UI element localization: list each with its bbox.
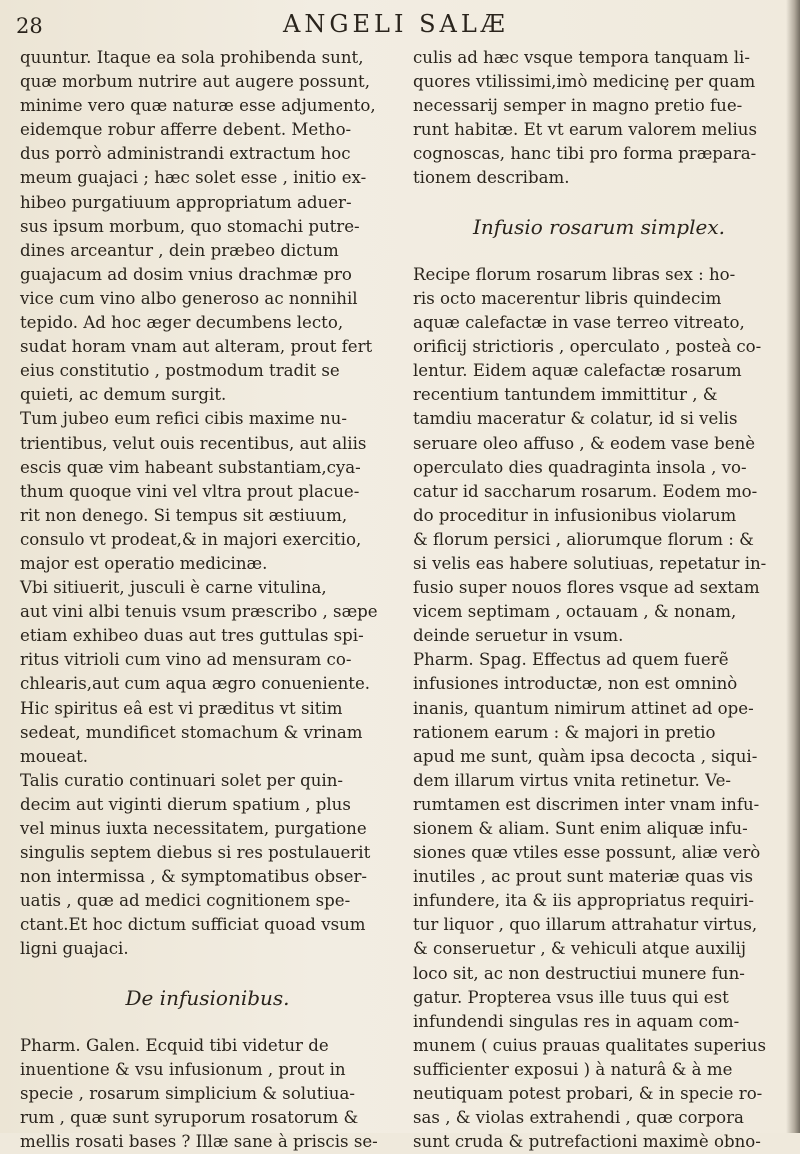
text-line: fusio super nouos flores vsque ad sextam bbox=[413, 578, 760, 598]
left-para-2 bbox=[20, 407, 395, 576]
text-line: operculato dies quadraginta insola , vo- bbox=[413, 457, 747, 477]
text-line: Recipe florum rosarum libras sex : ho- bbox=[413, 264, 736, 284]
text-line: sionem & aliam. Sunt enim aliquæ infu- bbox=[413, 819, 748, 838]
section-gap bbox=[20, 962, 395, 986]
text-line: vice cum vino albo generoso ac nonnihil bbox=[20, 288, 358, 308]
text-line: major est operatio medicinæ. bbox=[20, 553, 268, 573]
section-gap bbox=[20, 1010, 395, 1034]
right-para-3 bbox=[413, 648, 785, 1154]
text-line: dines arceantur , dein præbeo dictum bbox=[20, 240, 339, 260]
text-line: culis ad hæc vsque tempora tanquam li- bbox=[413, 48, 750, 67]
text-line: rationem earum : & majori in pretio bbox=[413, 722, 716, 742]
text-line: tamdiu maceratur & colatur, id si velis bbox=[413, 409, 738, 429]
text-line: Pharm. Galen. Ecquid tibi videtur de bbox=[20, 1035, 329, 1055]
text-line: siones quæ vtiles esse possunt, aliæ verò bbox=[413, 843, 761, 863]
text-line: Hic spiritus eâ est vi præditus vt sitim bbox=[20, 698, 343, 718]
text-line: & florum persici , aliorumque florum : & bbox=[413, 529, 754, 549]
text-line: cognoscas, hanc tibi pro forma præpara- bbox=[413, 144, 757, 164]
text-line: meum guajaci ; hæc solet esse , initio ex- bbox=[20, 168, 367, 188]
text-line: orificij strictioris , operculato , posteà co- bbox=[413, 337, 762, 357]
text-line: tepido. Ad hoc æger decumbens lecto, bbox=[20, 313, 344, 333]
text-line: vicem septimam , octauam , & nonam, bbox=[413, 602, 737, 622]
text-line: infusiones introductæ, non est omninò bbox=[413, 674, 738, 694]
text-line: & conseruetur , & vehiculi atque auxilij bbox=[413, 939, 746, 959]
text-line: thum quoque vini vel vltra prout placue- bbox=[20, 481, 360, 501]
text-line: hibeo purgatiuum appropriatum aduer- bbox=[20, 192, 352, 212]
text-line: trientibus, velut ouis recentibus, aut aliis bbox=[20, 433, 367, 453]
text-line: rit non denego. Si tempus sit æstiuum, bbox=[20, 505, 348, 525]
text-line: deinde seruetur in vsum. bbox=[413, 626, 624, 646]
text-line: singulis septem diebus si res postulauerit bbox=[20, 843, 371, 863]
text-line: apud me sunt, quàm ipsa decocta , siqui- bbox=[413, 746, 758, 766]
left-para-1 bbox=[20, 46, 395, 407]
left-para-3 bbox=[20, 576, 395, 769]
text-line: quieti, ac demum surgit. bbox=[20, 385, 227, 405]
right-para-2 bbox=[413, 263, 785, 649]
text-line: inuentione & vsu infusionum , prout in bbox=[20, 1059, 346, 1079]
text-line: si velis eas habere solutiuas, repetatur in- bbox=[413, 553, 767, 573]
text-line: neutiquam potest probari, & in specie ro- bbox=[413, 1084, 763, 1104]
text-line: quores vtilissimi,imò medicinę per quam bbox=[413, 72, 756, 92]
text-line: dus porrò administrandi extractum hoc bbox=[20, 144, 351, 164]
text-line: seruare oleo affuso , & eodem vase benè bbox=[413, 433, 756, 453]
left-column bbox=[20, 46, 395, 1154]
text-line: sufficienter exposui ) à naturâ & à me bbox=[413, 1059, 733, 1079]
text-line: lentur. Eidem aquæ calefactæ rosarum bbox=[413, 361, 742, 381]
text-line: moueat. bbox=[20, 746, 89, 766]
text-line: sas , & violas extrahendi , quæ corpora bbox=[413, 1108, 744, 1128]
page-edge-shadow bbox=[786, 0, 800, 1133]
text-line: vel minus iuxta necessitatem, purgatione bbox=[20, 819, 367, 838]
section-gap bbox=[413, 239, 785, 263]
text-line: etiam exhibeo duas aut tres guttulas spi- bbox=[20, 626, 364, 646]
section-heading-infusions: De infusionibus. bbox=[125, 985, 290, 1010]
text-line: eius constitutio , postmodum tradit se bbox=[20, 361, 340, 381]
page-header bbox=[0, 2, 800, 42]
text-line: ritus vitrioli cum vino ad mensuram co- bbox=[20, 650, 352, 670]
text-line: gatur. Propterea vsus ille tuus qui est bbox=[413, 987, 729, 1007]
text-line: necessarij semper in magno pretio fue- bbox=[413, 96, 743, 116]
text-line: sudat horam vnam aut alteram, prout fert bbox=[20, 337, 373, 357]
left-para-5 bbox=[20, 1034, 395, 1154]
text-line: escis quæ vim habeant substantiam,cya- bbox=[20, 457, 361, 477]
text-line: inutiles , ac prout sunt materiæ quas vis bbox=[413, 867, 754, 887]
section-heading-rose-infusion: Infusio rosarum simplex. bbox=[473, 214, 725, 239]
text-line: ris octo macerentur libris quindecim bbox=[413, 288, 722, 308]
text-line: loco sit, ac non destructiui munere fun- bbox=[413, 963, 745, 983]
text-line: non intermissa , & symptomatibus obser- bbox=[20, 867, 367, 887]
text-line: recentium tantundem immittitur , & bbox=[413, 385, 718, 405]
text-line: Vbi sitiuerit, jusculi è carne vitulina, bbox=[20, 578, 327, 598]
text-line: sedeat, mundificet stomachum & vrinam bbox=[20, 722, 363, 742]
text-line: uatis , quæ ad medici cognitionem spe- bbox=[20, 891, 351, 911]
text-line: ligni guajaci. bbox=[20, 939, 129, 959]
text-line: catur id saccharum rosarum. Eodem mo- bbox=[413, 481, 758, 501]
right-column bbox=[413, 46, 785, 1154]
text-line: quæ morbum nutrire aut augere possunt, bbox=[20, 72, 371, 92]
text-line: do proceditur in infusionibus violarum bbox=[413, 505, 737, 525]
text-line: decim aut viginti dierum spatium , plus bbox=[20, 794, 351, 814]
text-line: sunt cruda & putrefactioni maximè obno- bbox=[413, 1132, 761, 1152]
text-line: Talis curatio continuari solet per quin- bbox=[20, 770, 343, 790]
text-line: mellis rosati bases ? Illæ sane à priscis se- bbox=[20, 1132, 378, 1152]
text-line: tur liquor , quo illarum attrahatur virtus, bbox=[413, 915, 758, 935]
text-line: specie , rosarum simplicium & solutiua- bbox=[20, 1084, 355, 1104]
running-title: ANGELI SALÆ bbox=[283, 10, 509, 38]
text-line: Tum jubeo eum refici cibis maxime nu- bbox=[20, 409, 347, 429]
text-line: minime vero quæ naturæ esse adjumento, bbox=[20, 96, 376, 116]
text-line: ctant.Et hoc dictum sufficiat quoad vsum bbox=[20, 915, 366, 935]
text-line: aquæ calefactæ in vase terreo vitreato, bbox=[413, 313, 745, 333]
section-gap bbox=[413, 191, 785, 215]
text-line: guajacum ad dosim vnius drachmæ pro bbox=[20, 264, 352, 284]
text-line: rum , quæ sunt syruporum rosatorum & bbox=[20, 1108, 359, 1128]
text-line: dem illarum virtus vnita retinetur. Ve- bbox=[413, 770, 731, 790]
text-line: runt habitæ. Et vt earum valorem melius bbox=[413, 120, 757, 140]
text-line: infundendi singulas res in aquam com- bbox=[413, 1011, 740, 1031]
text-line: chlearis,aut cum aqua ægro conueniente. bbox=[20, 674, 371, 694]
text-line: Pharm. Spag. Effectus ad quem fuerẽ bbox=[413, 650, 729, 670]
text-line: munem ( cuius prauas qualitates superius bbox=[413, 1035, 767, 1055]
text-line: tionem describam. bbox=[413, 168, 570, 188]
text-line: quuntur. Itaque ea sola prohibenda sunt, bbox=[20, 48, 364, 67]
right-para-1 bbox=[413, 46, 785, 191]
text-line: consulo vt prodeat,& in majori exercitio, bbox=[20, 529, 362, 549]
text-line: infundere, ita & iis appropriatus requiri- bbox=[413, 891, 755, 911]
text-line: eidemque robur afferre debent. Metho- bbox=[20, 120, 352, 140]
text-line: rumtamen est discrimen inter vnam infu- bbox=[413, 794, 760, 814]
text-line: sus ipsum morbum, quo stomachi putre- bbox=[20, 216, 360, 236]
text-line: inanis, quantum nimirum attinet ad ope- bbox=[413, 698, 754, 718]
left-para-4 bbox=[20, 769, 395, 962]
text-line: aut vini albi tenuis vsum præscribo , sæpe bbox=[20, 602, 378, 622]
page-number: 28 bbox=[16, 14, 43, 38]
